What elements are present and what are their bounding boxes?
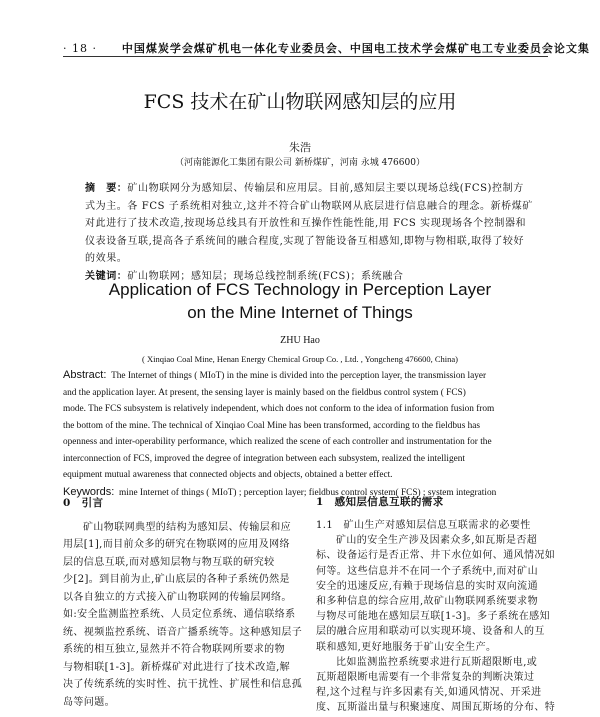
abstract-line: The Internet of things ( MIoT) in the mine is divided into the perception layer, the transmission layer: [111, 371, 487, 381]
title-en-line: on the Mine Internet of Things: [187, 303, 413, 322]
body-line: 安全的迅速反应,有赖于现场信息的实时双向流通: [316, 580, 538, 592]
abstract-line: 式为主。各 FCS 子系统相对独立,这并不符合矿山物联网从底层进行信息融合的理念。新桥煤矿: [85, 200, 533, 212]
right-column: [316, 494, 556, 716]
abstract-label: 摘 要：: [85, 183, 128, 194]
body-line: 如:安全监测监控系统、人员定位系统、通信联络系: [63, 609, 296, 620]
keywords-label: 关键词：: [85, 270, 128, 282]
abstract-line: and the application layer. At present, the sensing layer is mainly based on the fieldbus control system ( FCS): [63, 387, 466, 398]
abstract-line: 对此进行了技术改造,按现场总线具有开放性和互操作性能性能,用 FCS 实现现场各个控制器和: [85, 218, 527, 229]
section-heading: 1 感知层信息互联的需求: [316, 496, 444, 508]
keywords: 矿山物联网；感知层；现场总线控制系统(FCS)；系统融合: [127, 270, 404, 282]
abstract-line: openness and inter-operability performance, which realized the scene of each controller and instrumentation for the: [63, 437, 492, 447]
running-header: [63, 40, 590, 56]
body-line: 岛等问题。: [63, 696, 115, 708]
page-number: · 18 ·: [63, 42, 97, 55]
header-rule: [63, 56, 548, 57]
abstract-cn: [85, 180, 533, 285]
body-line: 决了传统系统的实时性、抗干扰性、扩展性和信息孤: [63, 679, 303, 690]
body-line: 标、设备运行是否正常、井下水位如何、通风情况如: [316, 550, 556, 562]
journal-name: 中国煤炭学会煤矿机电一体化专业委员会、中国电工技术学会煤矿电工专业委员会论文集: [121, 42, 590, 55]
abstract-en: [63, 367, 548, 501]
body-line: 矿山物联网典型的结构为感知层、传输层和应: [83, 521, 291, 533]
body-line: 以各自独立的方式接入矿山物联网的传输层网络。: [63, 591, 292, 603]
body-line: 层的信息互联,而对感知层物与物互联的研究较: [63, 556, 275, 568]
paper-title-en: [0, 278, 600, 324]
abstract-line: mode. The FCS subsystem is relatively independent, which does not conform to the idea of information fusion from: [63, 404, 495, 414]
keywords-en: mine Internet of things ( MIoT) ; perception layer; fieldbus control system( FCS) ; system integration: [119, 487, 497, 498]
body-line: 层的融合应用和联动可以实现环境、设备和人的互: [316, 626, 545, 638]
body-line: 与物相联[1-3]。新桥煤矿对此进行了技术改造,解: [63, 661, 291, 673]
abstract-line: interconnection of FCS, improved the degree of integration between each subsystem, realized the intelligent: [63, 453, 465, 464]
left-column: [63, 495, 303, 711]
body-line: 程,这个过程与许多因素有关,如通风情况、开采进: [316, 687, 542, 699]
title-en-line: Application of FCS Technology in Perception Layer: [108, 280, 492, 299]
abstract-line: 矿山物联网分为感知层、传输层和应用层。目前,感知层主要以现场总线(FCS)控制方: [127, 183, 524, 194]
abstract-line: 仪表设备互联,提高各子系统间的融合程度,实现了智能设备互相感知,即物与物相联,取得了较好: [85, 235, 525, 247]
body-line: 用层[1],而目前众多的研究在物联网的应用及网络: [63, 539, 290, 550]
author: 朱浩: [289, 141, 311, 154]
affiliation: （河南能源化工集团有限公司 新桥煤矿，河南 永城 476600）: [175, 158, 425, 168]
body-line: 和多种信息的综合应用,故矿山物联网系统要求物: [316, 596, 538, 608]
body-line: 矿山的安全生产涉及因素众多,如瓦斯是否超: [336, 535, 538, 547]
abstract-en-label: Abstract:: [63, 369, 107, 381]
keywords-en-label: Keywords:: [63, 485, 115, 498]
body-line: 瓦斯超限断电需要有一个非常复杂的判断决策过: [316, 672, 535, 684]
section-heading: 0 引言: [63, 497, 104, 509]
body-line: 少[2]。到目前为止,矿山底层的各种子系统仍然是: [63, 574, 290, 585]
body-line: 何等。这些信息并不在同一个子系统中,而对矿山: [316, 565, 538, 577]
body-line: 联和感知,更好地服务于矿山安全生产。: [316, 641, 497, 653]
abstract-line: 的效果。: [85, 253, 128, 264]
paper-title: FCS 技术在矿山物联网感知层的应用: [143, 91, 457, 113]
abstract-line: equipment mutual awareness that connected objects and objects, obtained a better effect.: [63, 470, 393, 480]
abstract-line: the bottom of the mine. The technical of Xinqiao Coal Mine has been transformed, according to the fieldbus has: [63, 420, 481, 431]
body-line: 统、视频监控系统、语音广播系统等。这种感知层子: [63, 626, 303, 638]
body-line: 比如监测监控系统要求进行瓦斯超限断电,或: [336, 656, 538, 668]
subsection-heading: 1.1 矿山生产对感知层信息互联需求的必要性: [316, 520, 531, 531]
body-line: 与物尽可能地在感知层互联[1-3]。多子系统在感知: [316, 611, 550, 623]
author-en: ZHU Hao: [280, 335, 320, 346]
body-line: 系统的相互独立,显然并不符合物联网所要求的物: [63, 644, 285, 655]
body-line: 度、瓦斯溢出量与积聚速度、周围瓦斯场的分布、特: [316, 702, 556, 714]
affiliation-en: ( Xinqiao Coal Mine, Henan Energy Chemical Group Co. , Ltd. , Yongcheng 476600, China): [142, 354, 458, 364]
